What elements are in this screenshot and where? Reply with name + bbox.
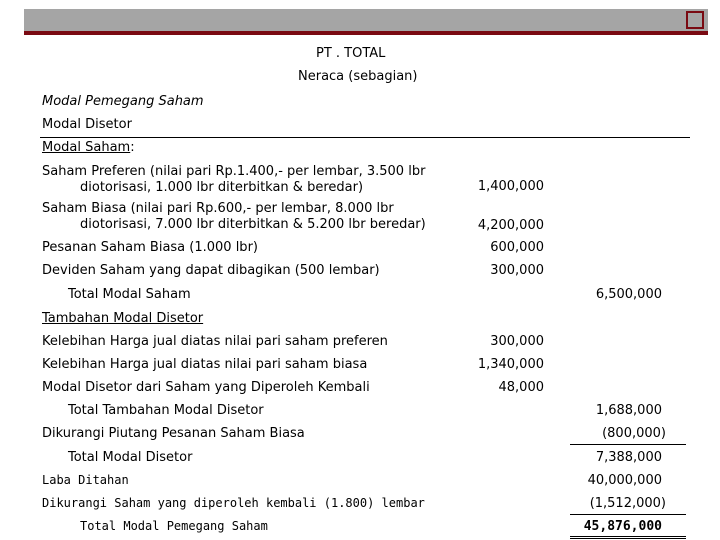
statement-subtitle: Neraca (sebagian) xyxy=(298,69,418,84)
row-deviden-saham: Deviden Saham yang dapat dibagikan (500 lembar) xyxy=(42,263,380,278)
value-kelebihan-biasa: 1,340,000 xyxy=(477,357,544,372)
row-saham-preferen-line2: diotorisasi, 1.000 lbr diterbitkan & beredar) xyxy=(80,180,364,195)
modal-saham-colon: : xyxy=(130,140,135,155)
value-deviden-saham: 300,000 xyxy=(490,263,544,278)
row-total-modal-pemegang-saham: Total Modal Pemegang Saham xyxy=(80,519,268,533)
company-title: PT . TOTAL xyxy=(316,46,386,61)
section-tambahan-modal-disetor: Tambahan Modal Disetor xyxy=(42,311,204,326)
row-dikurangi-piutang: Dikurangi Piutang Pesanan Saham Biasa xyxy=(42,426,305,441)
subtotal-line-1 xyxy=(570,444,686,445)
row-kelebihan-biasa: Kelebihan Harga jual diatas nilai pari saham biasa xyxy=(42,357,368,372)
section-modal-saham xyxy=(42,140,135,155)
section-modal-pemegang-saham: Modal Pemegang Saham xyxy=(42,94,204,109)
value-total-modal-pemegang-saham: 45,876,000 xyxy=(583,519,662,534)
value-dikurangi-saham-kembali: (1,512,000) xyxy=(589,496,666,511)
value-pesanan-saham-biasa: 600,000 xyxy=(490,240,544,255)
row-saham-preferen-line1: Saham Preferen (nilai pari Rp.1.400,- per lembar, 3.500 lbr xyxy=(42,164,426,179)
value-total-modal-disetor: 7,388,000 xyxy=(595,450,662,465)
row-total-modal-disetor: Total Modal Disetor xyxy=(68,450,193,465)
row-total-tambahan-modal: Total Tambahan Modal Disetor xyxy=(68,403,264,418)
row-pesanan-saham-biasa: Pesanan Saham Biasa (1.000 lbr) xyxy=(42,240,258,255)
value-saham-preferen: 1,400,000 xyxy=(477,179,544,194)
row-saham-biasa-line2: diotorisasi, 7.000 lbr diterbitkan & 5.200 lbr beredar) xyxy=(80,217,426,232)
section-modal-disetor: Modal Disetor xyxy=(42,117,132,132)
subtotal-line-2 xyxy=(570,514,686,515)
slide-top-bar xyxy=(24,9,708,35)
value-laba-ditahan: 40,000,000 xyxy=(587,473,662,488)
total-double-line-bottom xyxy=(570,538,686,539)
row-total-modal-saham: Total Modal Saham xyxy=(68,287,191,302)
value-modal-disetor-kembali: 48,000 xyxy=(498,380,544,395)
divider-line xyxy=(40,137,690,138)
corner-square-decoration xyxy=(686,11,704,29)
modal-saham-label: Modal Saham xyxy=(42,140,131,155)
row-modal-disetor-kembali: Modal Disetor dari Saham yang Diperoleh Kembali xyxy=(42,380,370,395)
row-saham-biasa-line1: Saham Biasa (nilai pari Rp.600,- per lembar, 8.000 lbr xyxy=(42,201,394,216)
row-laba-ditahan: Laba Ditahan xyxy=(42,473,129,487)
value-kelebihan-preferen: 300,000 xyxy=(490,334,544,349)
value-saham-biasa: 4,200,000 xyxy=(477,218,544,233)
value-dikurangi-piutang: (800,000) xyxy=(602,426,666,441)
row-dikurangi-saham-kembali: Dikurangi Saham yang diperoleh kembali (1.800) lembar xyxy=(42,496,425,510)
value-total-modal-saham: 6,500,000 xyxy=(595,287,662,302)
row-kelebihan-preferen: Kelebihan Harga jual diatas nilai pari saham preferen xyxy=(42,334,388,349)
value-total-tambahan-modal: 1,688,000 xyxy=(595,403,662,418)
total-double-line-top xyxy=(570,536,686,537)
